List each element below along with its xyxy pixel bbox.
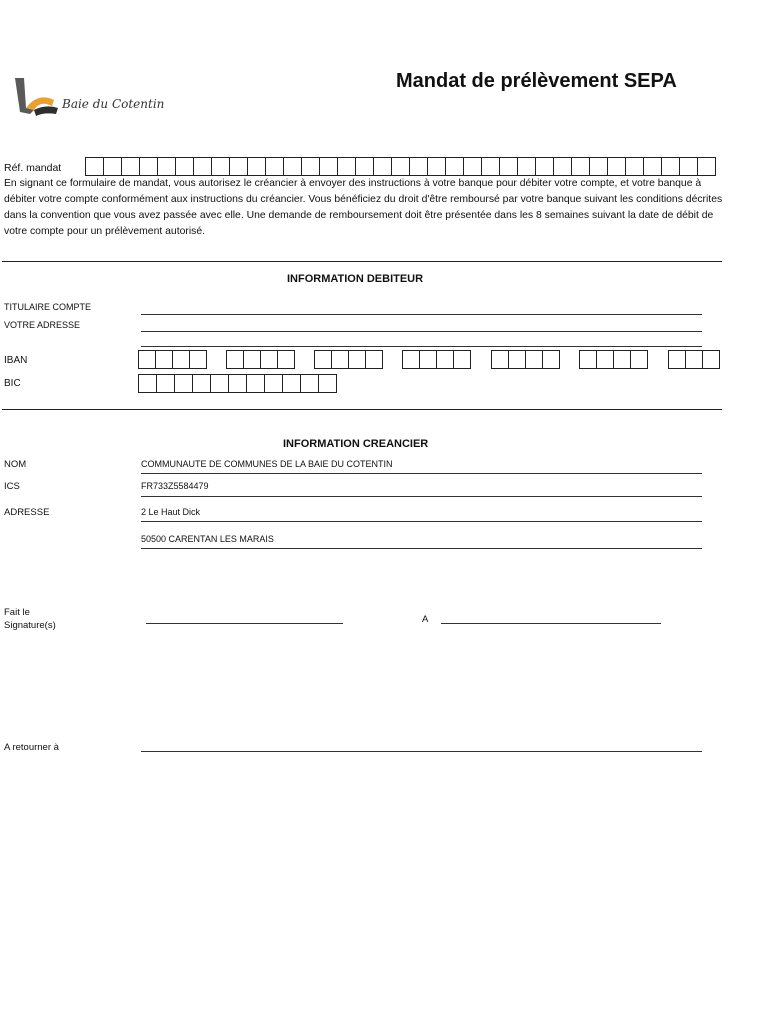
ref-mandat-box[interactable] [607, 157, 626, 176]
iban-box[interactable] [189, 350, 207, 369]
bic-boxes[interactable] [138, 374, 336, 393]
iban-box[interactable] [155, 350, 173, 369]
done-label: Fait le [4, 607, 30, 618]
logo-text: Baie du Cotentin [62, 97, 165, 111]
iban-group[interactable] [226, 350, 294, 369]
ref-mandat-box[interactable] [697, 157, 716, 176]
iban-group[interactable] [668, 350, 719, 369]
iban-box[interactable] [314, 350, 332, 369]
iban-group[interactable] [579, 350, 647, 369]
iban-box[interactable] [138, 350, 156, 369]
ref-mandat-box[interactable] [355, 157, 374, 176]
debtor-heading: INFORMATION DEBITEUR [287, 273, 424, 285]
creditor-heading: INFORMATION CREANCIER [283, 438, 429, 450]
ref-mandat-box[interactable] [553, 157, 572, 176]
creditor-address-line1: 2 Le Haut Dick [141, 507, 201, 517]
ref-mandat-box[interactable] [319, 157, 338, 176]
ref-mandat-box[interactable] [211, 157, 230, 176]
iban-box[interactable] [277, 350, 295, 369]
iban-box[interactable] [453, 350, 471, 369]
iban-box[interactable] [596, 350, 614, 369]
at-label: A [422, 614, 429, 625]
ref-mandat-box[interactable] [157, 157, 176, 176]
ics-label: ICS [4, 481, 20, 492]
iban-box[interactable] [579, 350, 597, 369]
ref-mandat-box[interactable] [499, 157, 518, 176]
iban-box[interactable] [348, 350, 366, 369]
ref-mandat-box[interactable] [589, 157, 608, 176]
bic-box[interactable] [156, 374, 175, 393]
iban-box[interactable] [542, 350, 560, 369]
bic-box[interactable] [138, 374, 157, 393]
mandate-paragraph: En signant ce formulaire de mandat, vous autorisez le créancier à envoyer des instructions à votre banque pour débiter votre compte, et votre banque à débiter votre compte conformément aux instructions du créancier. Vous bénéficiez du droit d'être remboursé par votre banque suivant les conditions décrites dans la convention que vous avez passée avec elle. Une demande de remboursement doit être présentée dans les 8 semaines suivant la date de débit de votre compte pour un prélèvement autorisé. [4, 178, 723, 237]
iban-box[interactable] [172, 350, 190, 369]
bic-box[interactable] [228, 374, 247, 393]
ref-mandat-box[interactable] [121, 157, 140, 176]
bic-box[interactable] [174, 374, 193, 393]
creditor-address-label: ADRESSE [4, 507, 50, 518]
ref-mandat-box[interactable] [463, 157, 482, 176]
ref-mandat-box[interactable] [643, 157, 662, 176]
iban-box[interactable] [260, 350, 278, 369]
bic-box[interactable] [318, 374, 337, 393]
ics-value: FR733Z5584479 [141, 481, 209, 491]
bic-label: BIC [4, 378, 21, 389]
ref-mandat-box[interactable] [625, 157, 644, 176]
bic-box[interactable] [264, 374, 283, 393]
ics-line [141, 496, 702, 497]
iban-group[interactable] [314, 350, 382, 369]
return-field[interactable] [141, 751, 702, 752]
holder-label: TITULAIRE COMPTE [4, 302, 92, 312]
return-label: A retourner à [4, 742, 59, 753]
ref-mandat-boxes[interactable] [85, 157, 715, 176]
iban-box[interactable] [685, 350, 703, 369]
ref-mandat-box[interactable] [481, 157, 500, 176]
ref-mandat-box[interactable] [175, 157, 194, 176]
iban-box[interactable] [630, 350, 648, 369]
divider [2, 409, 722, 410]
iban-group[interactable] [491, 350, 559, 369]
ref-mandat-box[interactable] [103, 157, 122, 176]
iban-box[interactable] [243, 350, 261, 369]
ref-mandat-box[interactable] [193, 157, 212, 176]
ref-mandat-box[interactable] [517, 157, 536, 176]
creditor-name-line [141, 473, 702, 474]
ref-mandat-box[interactable] [391, 157, 410, 176]
divider [2, 261, 722, 262]
ref-mandat-box[interactable] [535, 157, 554, 176]
ref-mandat-box[interactable] [229, 157, 248, 176]
iban-box[interactable] [402, 350, 420, 369]
iban-box[interactable] [226, 350, 244, 369]
bic-box[interactable] [282, 374, 301, 393]
address-field-2[interactable] [141, 346, 702, 347]
iban-group[interactable] [138, 350, 206, 369]
iban-box[interactable] [419, 350, 437, 369]
bic-box[interactable] [300, 374, 319, 393]
iban-box[interactable] [436, 350, 454, 369]
holder-field[interactable] [141, 314, 702, 315]
ref-mandat-box[interactable] [85, 157, 104, 176]
ref-mandat-box[interactable] [337, 157, 356, 176]
creditor-address-line2: 50500 CARENTAN LES MARAIS [141, 534, 274, 544]
ref-mandat-box[interactable] [139, 157, 158, 176]
ref-mandat-box[interactable] [661, 157, 680, 176]
bic-box[interactable] [210, 374, 229, 393]
creditor-name-label: NOM [4, 459, 27, 470]
ref-mandat-box[interactable] [427, 157, 446, 176]
iban-group[interactable] [402, 350, 470, 369]
iban-box[interactable] [525, 350, 543, 369]
page-title: Mandat de prélèvement SEPA [396, 70, 677, 92]
iban-label: IBAN [4, 355, 28, 366]
iban-box[interactable] [491, 350, 509, 369]
ref-mandat-box[interactable] [301, 157, 320, 176]
ref-mandat-box[interactable] [571, 157, 590, 176]
address-field[interactable] [141, 331, 702, 332]
ref-mandat-box[interactable] [373, 157, 392, 176]
iban-box[interactable] [702, 350, 720, 369]
creditor-address-line [141, 521, 702, 522]
iban-box[interactable] [613, 350, 631, 369]
bic-box[interactable] [246, 374, 265, 393]
iban-box[interactable] [331, 350, 349, 369]
iban-box[interactable] [508, 350, 526, 369]
ref-mandat-box[interactable] [445, 157, 464, 176]
ref-mandat-label: Réf. mandat [4, 162, 62, 174]
ref-mandat-box[interactable] [283, 157, 302, 176]
ref-mandat-box[interactable] [409, 157, 428, 176]
ref-mandat-box[interactable] [265, 157, 284, 176]
iban-box[interactable] [365, 350, 383, 369]
bic-box[interactable] [192, 374, 211, 393]
ref-mandat-box[interactable] [679, 157, 698, 176]
date-field[interactable] [146, 623, 343, 624]
creditor-name-value: COMMUNAUTE DE COMMUNES DE LA BAIE DU COTENTIN [141, 459, 393, 469]
signature-label: Signature(s) [4, 620, 56, 631]
place-field[interactable] [441, 623, 661, 624]
address-label: VOTRE ADRESSE [4, 320, 81, 330]
creditor-address-line [141, 548, 702, 549]
ref-mandat-box[interactable] [247, 157, 266, 176]
iban-box[interactable] [668, 350, 686, 369]
